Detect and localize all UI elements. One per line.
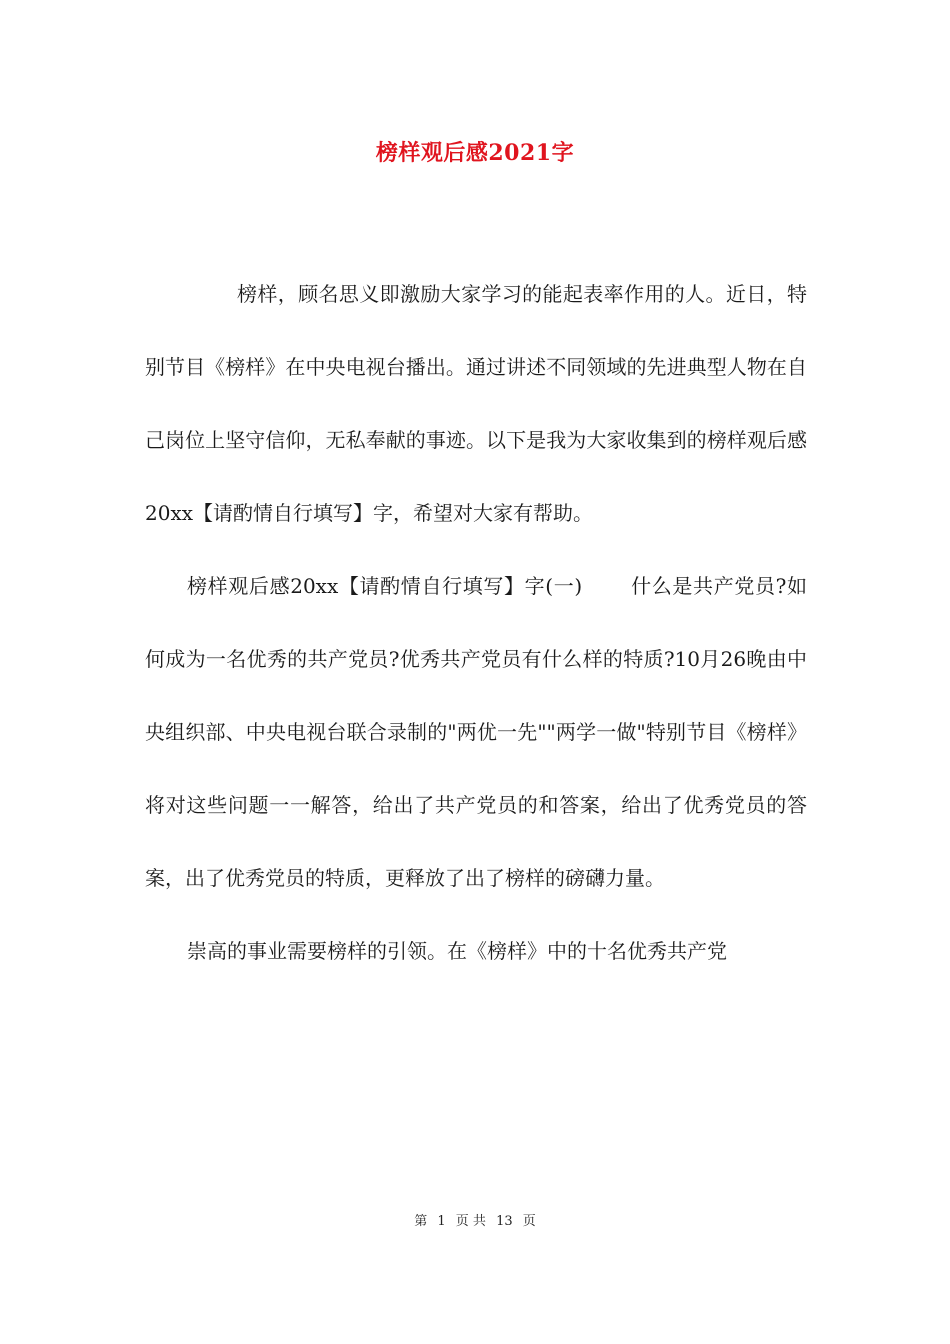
footer-middle: 页 共: [455, 1214, 486, 1229]
document-body: [145, 258, 807, 988]
footer-total-pages: 13: [496, 1214, 513, 1229]
page-footer: [0, 1210, 950, 1229]
paragraph-section-one: 榜样观后感20xx【请酌情自行填写】字(一) 什么是共产党员?如何成为一名优秀的共产党员?优秀共产党员有什么样的特质?10月26晚由中央组织部、中央电视台联合录制的"两优一先""两学一做"特别节目《榜样》将对这些问题一一解答，给出了共产党员的和答案，给出了优秀党员的答案，出了优秀党员的特质，更释放了出了榜样的磅礴力量。: [145, 574, 807, 890]
document-title: 榜样观后感2021字: [375, 140, 575, 166]
footer-prefix: 第: [414, 1214, 428, 1229]
paragraph-lofty-cause: 崇高的事业需要榜样的引领。在《榜样》中的十名优秀共产党: [187, 939, 727, 963]
footer-suffix: 页: [522, 1214, 536, 1229]
footer-page-number: 1: [437, 1214, 446, 1229]
paragraph-intro: 榜样，顾名思义即激励大家学习的能起表率作用的人。近日，特别节目《榜样》在中央电视台播出。通过讲述不同领域的先进典型人物在自己岗位上坚守信仰，无私奉献的事迹。以下是我为大家收集到的榜样观后感20xx【请酌情自行填写】字，希望对大家有帮助。: [145, 282, 807, 525]
